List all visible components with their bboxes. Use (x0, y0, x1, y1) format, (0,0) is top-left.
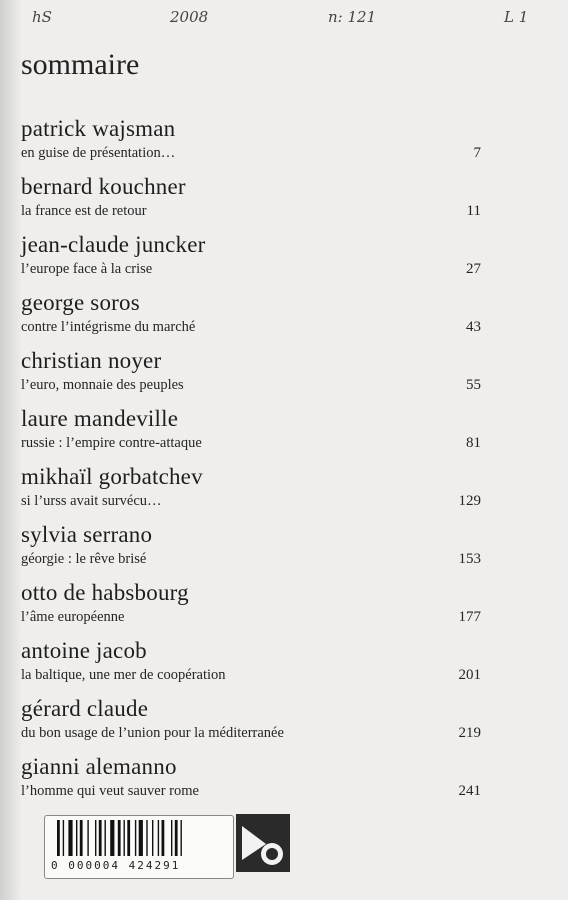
page-edge-shadow (0, 0, 22, 900)
entry-author: laure mandeville (21, 406, 179, 431)
page-title: sommaire (21, 48, 140, 81)
entry-page-number: 43 (466, 319, 481, 335)
entry-page-number: 241 (458, 783, 481, 799)
entry-page-number: 153 (458, 551, 481, 567)
entry-page-number: 129 (458, 493, 481, 509)
toc-entry (21, 639, 481, 684)
entry-author: jean-claude juncker (21, 232, 206, 257)
entry-title: l’homme qui veut sauver rome (21, 783, 199, 799)
toc-entry (21, 755, 481, 800)
entry-title: l’euro, monnaie des peuples (21, 377, 184, 393)
toc-entry (21, 697, 481, 742)
handwritten-note-1: hS (32, 8, 52, 26)
entry-author: otto de habsbourg (21, 580, 189, 605)
entry-page-number: 7 (473, 145, 481, 161)
toc-entry (21, 175, 481, 220)
library-logo-icon (236, 814, 290, 872)
toc-entry (21, 465, 481, 510)
entry-page-number: 55 (466, 377, 481, 393)
entry-page-number: 11 (466, 203, 481, 219)
entry-page-number: 27 (466, 261, 481, 277)
entry-author: george soros (21, 290, 140, 315)
entry-page-number: 177 (458, 609, 481, 625)
toc-entry (21, 349, 481, 394)
entry-author: patrick wajsman (21, 116, 176, 141)
entry-title: du bon usage de l’union pour la méditerranée (21, 725, 284, 741)
handwritten-note-year: 2008 (170, 8, 209, 26)
entry-title: contre l’intégrisme du marché (21, 319, 196, 335)
toc-entry (21, 581, 481, 626)
handwritten-note-4: L 1 (504, 8, 529, 26)
entry-author: antoine jacob (21, 638, 147, 663)
entry-author: bernard kouchner (21, 174, 186, 199)
toc-entry (21, 407, 481, 452)
barcode-number: 0 000004 424291 (51, 859, 181, 872)
toc-entry (21, 117, 481, 162)
toc-entry (21, 233, 481, 278)
entry-title: la france est de retour (21, 203, 147, 219)
toc-entry (21, 523, 481, 568)
entry-title: russie : l’empire contre-attaque (21, 435, 202, 451)
handwritten-note-issue: n: 121 (328, 8, 377, 26)
entry-title: géorgie : le rêve brisé (21, 551, 147, 567)
barcode-label (44, 815, 234, 879)
entry-author: sylvia serrano (21, 522, 153, 547)
entry-page-number: 201 (458, 667, 481, 683)
entry-title: si l’urss avait survécu… (21, 493, 162, 509)
entry-author: gérard claude (21, 696, 149, 721)
entry-title: l’europe face à la crise (21, 261, 153, 277)
entry-title: la baltique, une mer de coopération (21, 667, 226, 683)
entry-author: gianni alemanno (21, 754, 177, 779)
entry-title: en guise de présentation… (21, 145, 176, 161)
entry-page-number: 81 (466, 435, 481, 451)
entry-author: mikhaïl gorbatchev (21, 464, 203, 489)
entry-author: christian noyer (21, 348, 162, 373)
barcode-icon (57, 820, 217, 856)
toc-entry (21, 291, 481, 336)
entry-title: l’âme européenne (21, 609, 125, 625)
entry-page-number: 219 (458, 725, 481, 741)
